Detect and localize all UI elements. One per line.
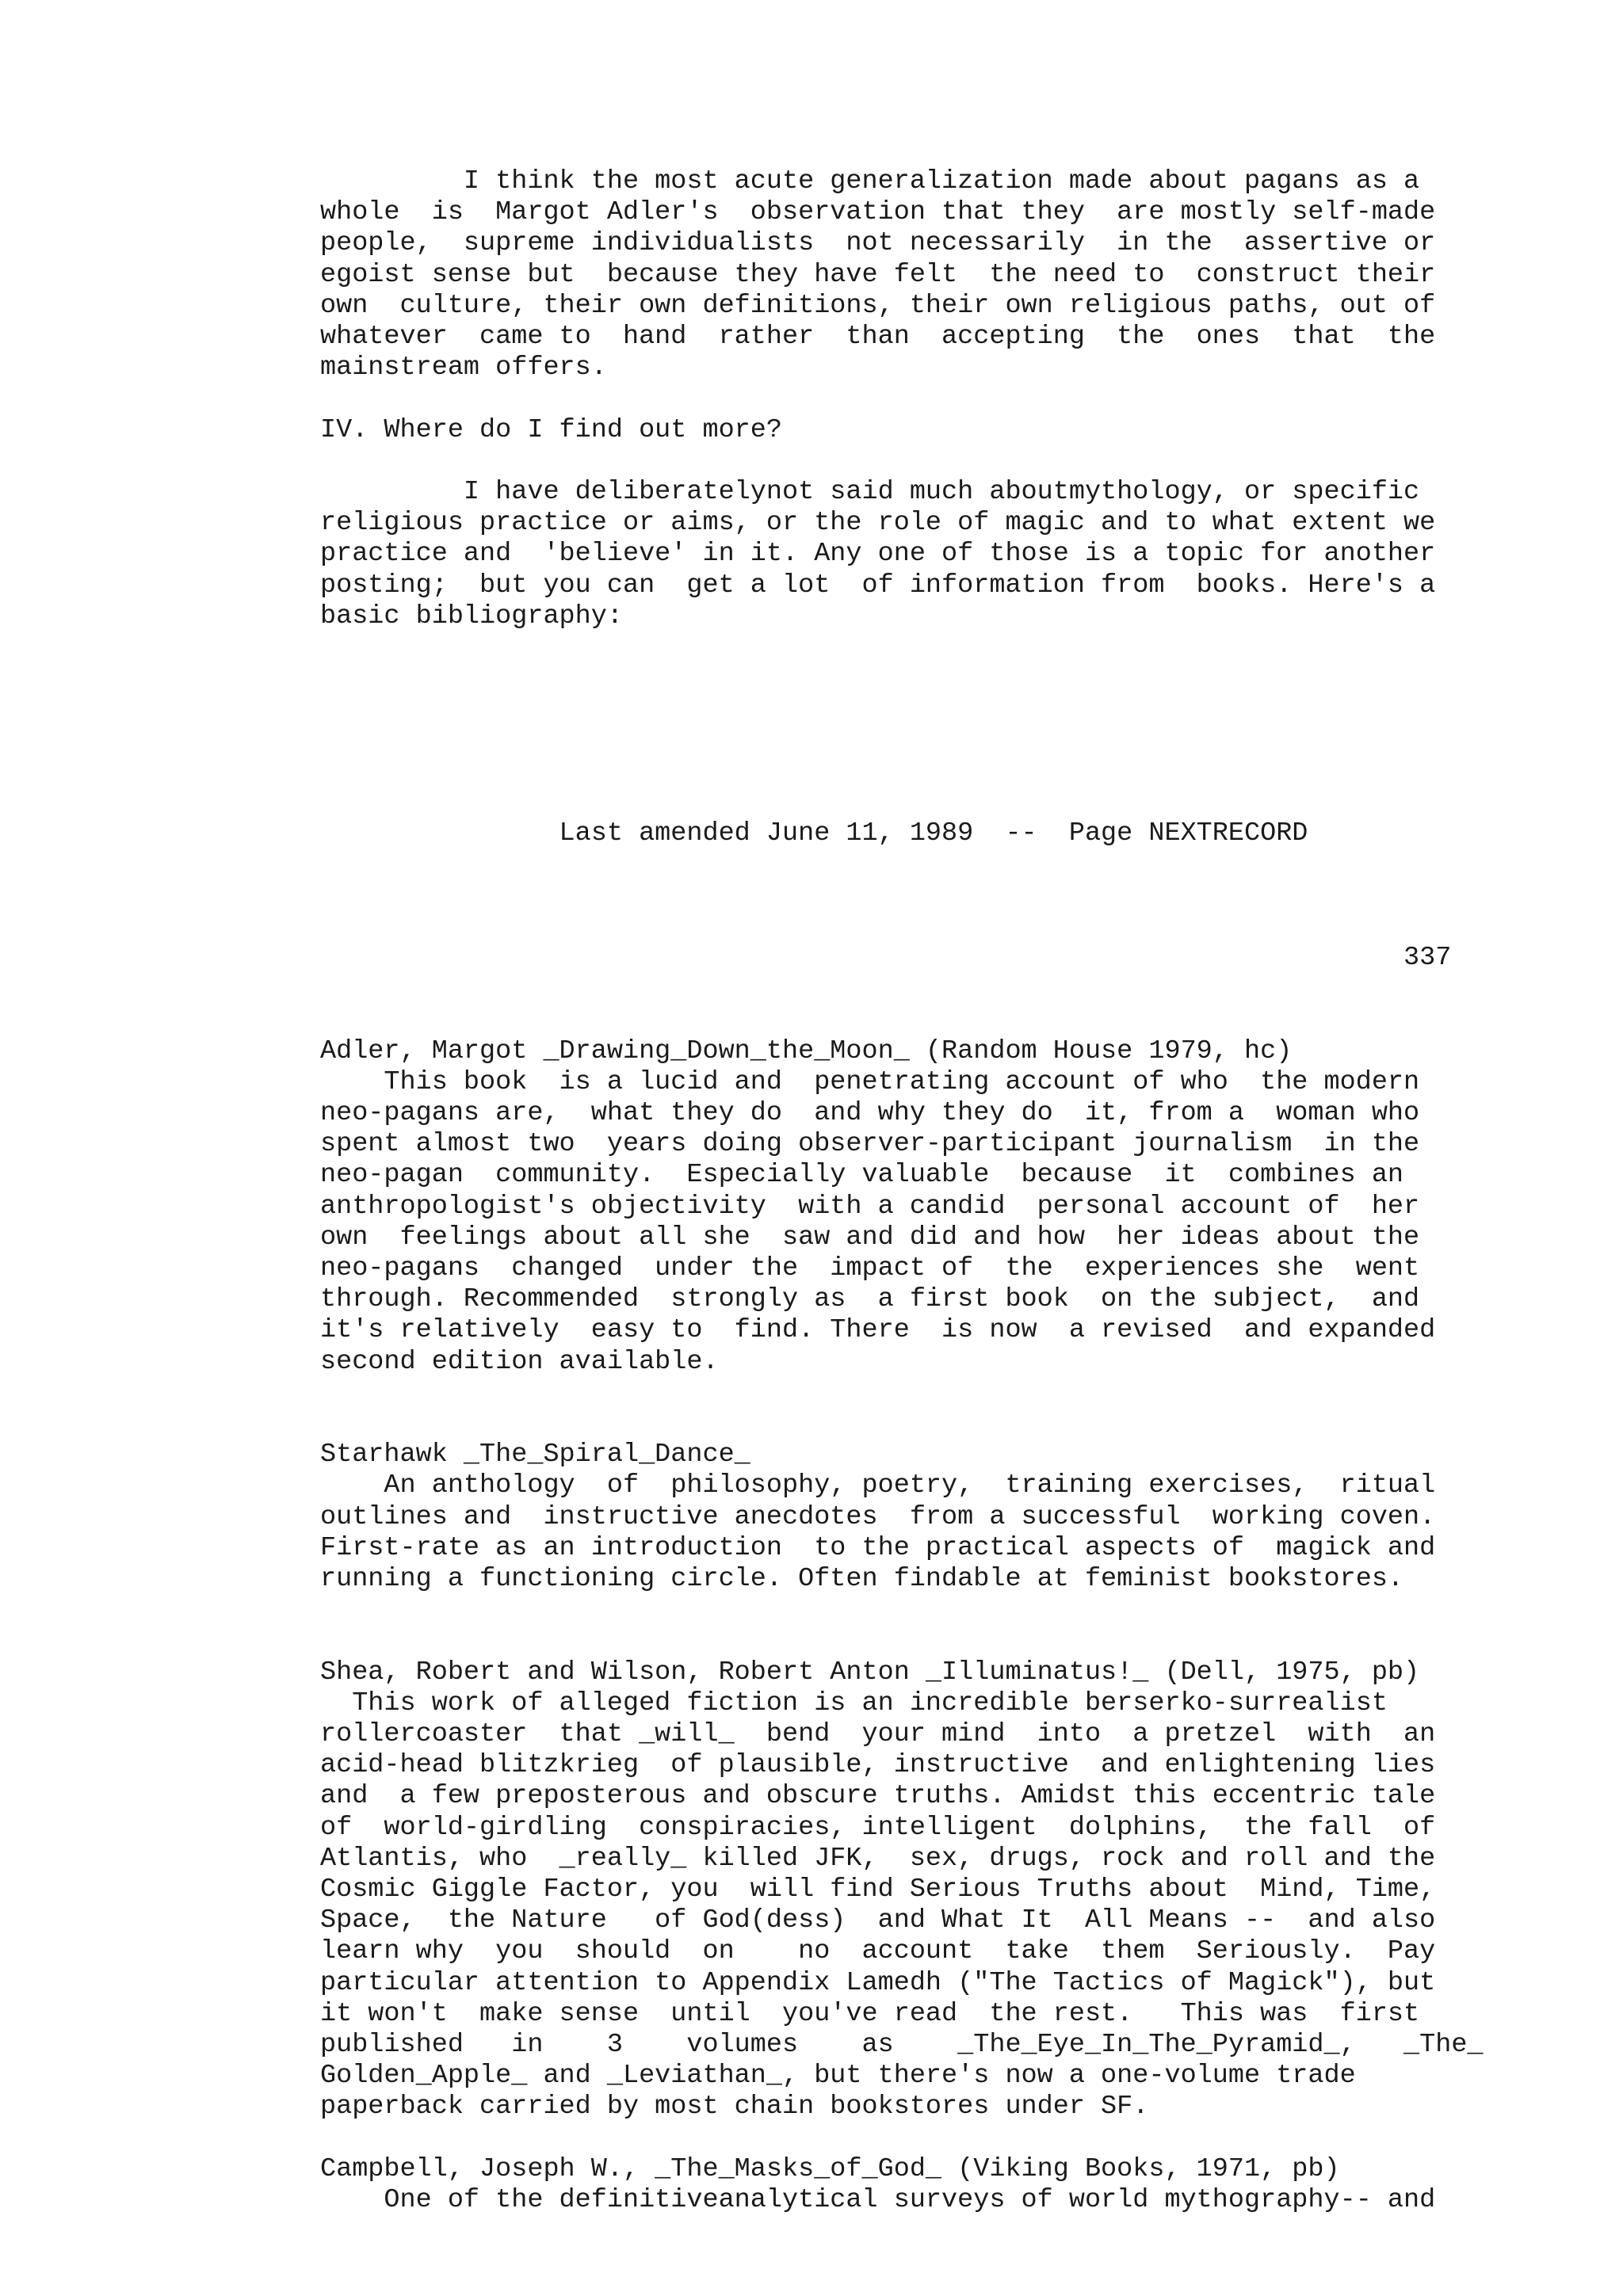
text-line: This book is a lucid and penetrating account of who the modern: [320, 1066, 1420, 1097]
text-line: One of the definitiveanalytical surveys of world mythography-- and: [320, 2185, 1436, 2215]
text-line: Starhawk _The_Spiral_Dance_: [320, 1440, 750, 1470]
text-line: paperback carried by most chain bookstores under SF.: [320, 2092, 1149, 2122]
text-line: religious practice or aims, or the role of magic and to what extent we: [320, 508, 1436, 539]
text-line: I have deliberatelynot said much aboutmythology, or specific: [320, 477, 1420, 507]
text-line: whatever came to hand rather than accepting the ones that the: [320, 322, 1436, 352]
text-line: particular attention to Appendix Lamedh ("The Tactics of Magick"), but: [320, 1967, 1436, 1998]
text-line: neo-pagans changed under the impact of the experiences she went: [320, 1253, 1420, 1283]
text-line: and a few preposterous and obscure truths. Amidst this eccentric tale: [320, 1781, 1436, 1812]
text-line: egoist sense but because they have felt the need to construct their: [320, 259, 1436, 290]
text-line: An anthology of philosophy, poetry, training exercises, ritual: [320, 1470, 1436, 1501]
text-line: practice and 'believe' in it. Any one of those is a topic for another: [320, 539, 1436, 570]
text-line: Last amended June 11, 1989 -- Page NEXTRECORD: [320, 818, 1308, 849]
text-line: basic bibliography:: [320, 601, 623, 631]
text-line: Atlantis, who _really_ killed JFK, sex, drugs, rock and roll and the: [320, 1843, 1436, 1874]
text-line: This work of alleged fiction is an incredible berserko-surrealist: [320, 1688, 1388, 1718]
text-line: learn why you should on no account take them Seriously. Pay: [320, 1936, 1436, 1967]
text-line: anthropologist's objectivity with a candid personal account of her: [320, 1191, 1420, 1222]
text-line: 337: [320, 943, 1452, 973]
text-line: rollercoaster that _will_ bend your mind into a pretzel with an: [320, 1719, 1436, 1749]
text-line: own feelings about all she saw and did and how her ideas about the: [320, 1222, 1420, 1253]
text-line: second edition available.: [320, 1346, 719, 1377]
text-line: mainstream offers.: [320, 353, 607, 383]
text-line: neo-pagan community. Especially valuable because it combines an: [320, 1160, 1404, 1191]
text-line: neo-pagans are, what they do and why they do it, from a woman who: [320, 1098, 1420, 1128]
text-line: through. Recommended strongly as a first book on the subject, and: [320, 1284, 1420, 1315]
text-line: outlines and instructive anecdotes from a successful working coven.: [320, 1501, 1436, 1532]
text-line: own culture, their own definitions, their own religious paths, out of: [320, 290, 1436, 321]
text-line: it's relatively easy to find. There is now a revised and expanded: [320, 1315, 1436, 1346]
text-line: posting; but you can get a lot of information from books. Here's a: [320, 570, 1436, 601]
text-line: IV. Where do I find out more?: [320, 414, 782, 445]
text-line: of world-girdling conspiracies, intelligent dolphins, the fall of: [320, 1812, 1436, 1843]
text-line: whole is Margot Adler's observation that they are mostly self-made: [320, 197, 1436, 228]
text-line: people, supreme individualists not necessarily in the assertive or: [320, 228, 1436, 259]
text-line: acid-head blitzkrieg of plausible, instructive and enlightening lies: [320, 1750, 1436, 1781]
text-line: Shea, Robert and Wilson, Robert Anton _Illuminatus!_ (Dell, 1975, pb): [320, 1657, 1420, 1688]
text-line: Campbell, Joseph W., _The_Masks_of_God_ (Viking Books, 1971, pb): [320, 2153, 1340, 2184]
text-line: Adler, Margot _Drawing_Down_the_Moon_ (Random House 1979, hc): [320, 1035, 1293, 1066]
text-line: published in 3 volumes as _The_Eye_In_The_Pyramid_, _The_: [320, 2030, 1484, 2060]
text-line: Cosmic Giggle Factor, you will find Serious Truths about Mind, Time,: [320, 1875, 1436, 1905]
text-line: it won't make sense until you've read the rest. This was first: [320, 1998, 1420, 2029]
text-line: First-rate as an introduction to the practical aspects of magick and: [320, 1532, 1436, 1563]
text-line: I think the most acute generalization made about pagans as a: [320, 166, 1420, 196]
text-line: spent almost two years doing observer-participant journalism in the: [320, 1129, 1420, 1160]
text-line: running a functioning circle. Often findable at feminist bookstores.: [320, 1564, 1404, 1594]
text-line: Space, the Nature of God(dess) and What It All Means -- and also: [320, 1905, 1436, 1936]
text-line: Golden_Apple_ and _Leviathan_, but there's now a one-volume trade: [320, 2061, 1356, 2092]
